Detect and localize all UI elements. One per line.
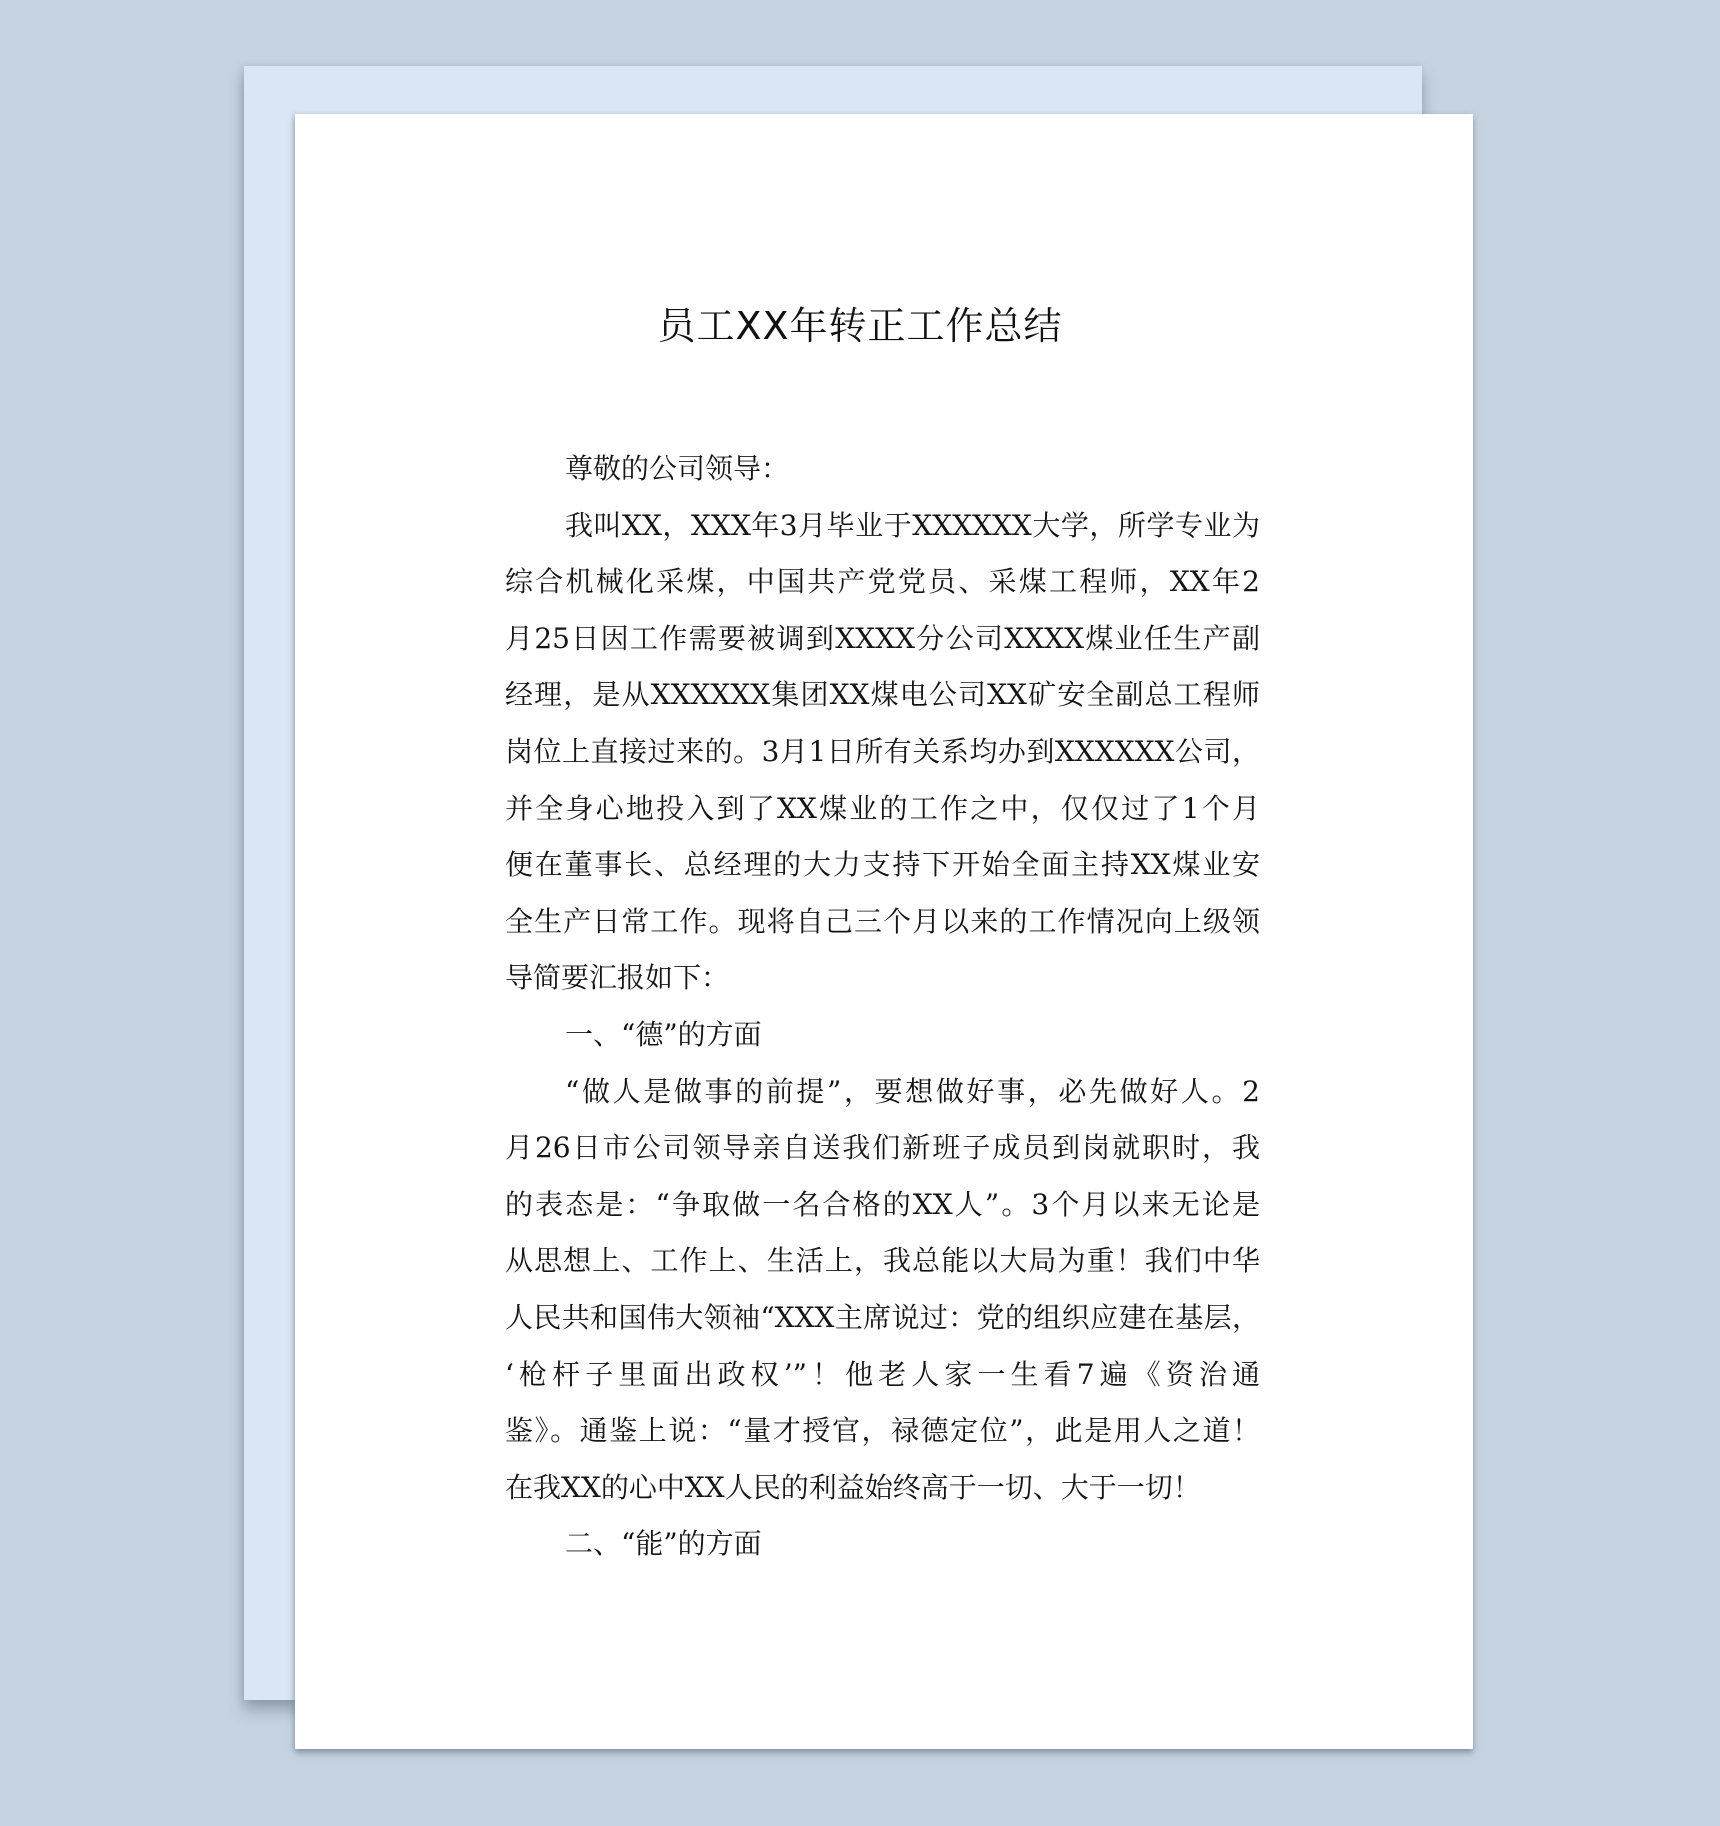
body-line: 的表态是：“争取做一名合格的XX人”。3个月以来无论是	[505, 1187, 1260, 1221]
document-title: 员工XX年转正工作总结	[657, 304, 1063, 348]
body-line: 鉴》。通鉴上说：“量才授官，禄德定位”，此是用人之道！	[505, 1414, 1260, 1448]
body-line: 并全身心地投入到了XX煤业的工作之中，仅仅过了1个月	[505, 791, 1260, 825]
body-line: 从思想上、工作上、生活上，我总能以大局为重！我们中华	[505, 1244, 1260, 1278]
body-line: 经理，是从XXXXXX集团XX煤电公司XX矿安全副总工程师	[505, 678, 1260, 712]
body-line: 岗位上直接过来的。3月1日所有关系均办到XXXXXX公司，	[505, 734, 1260, 768]
body-line: 在我XX的心中XX人民的利益始终高于一切、大于一切！	[505, 1470, 1201, 1504]
section-heading-de: 一、“德”的方面	[565, 1017, 762, 1051]
section-heading-neng: 二、“能”的方面	[565, 1527, 762, 1561]
body-line: 综合机械化采煤，中国共产党党员、采煤工程师，XX年2	[505, 565, 1260, 599]
body-line: 导简要汇报如下：	[505, 961, 730, 995]
body-line: 我叫XX，XXX年3月毕业于XXXXXX大学，所学专业为	[565, 508, 1260, 542]
body-line: 人民共和国伟大领袖“XXX主席说过：党的组织应建在基层，	[505, 1300, 1260, 1334]
body-line: 月25日因工作需要被调到XXXX分公司XXXX煤业任生产副	[505, 621, 1260, 655]
body-line: 尊敬的公司领导：	[565, 452, 790, 485]
body-line: 月26日市公司领导亲自送我们新班子成员到岗就职时，我	[505, 1131, 1260, 1165]
document-body	[505, 441, 1260, 1573]
body-line: ‘枪杆子里面出政权’”！他老人家一生看7遍《资治通	[505, 1357, 1260, 1391]
body-line: 全生产日常工作。现将自己三个月以来的工作情况向上级领	[505, 904, 1260, 938]
body-line: “做人是做事的前提”，要想做好事，必先做好人。2	[565, 1074, 1260, 1108]
body-line: 便在董事长、总经理的大力支持下开始全面主持XX煤业安	[505, 848, 1260, 882]
